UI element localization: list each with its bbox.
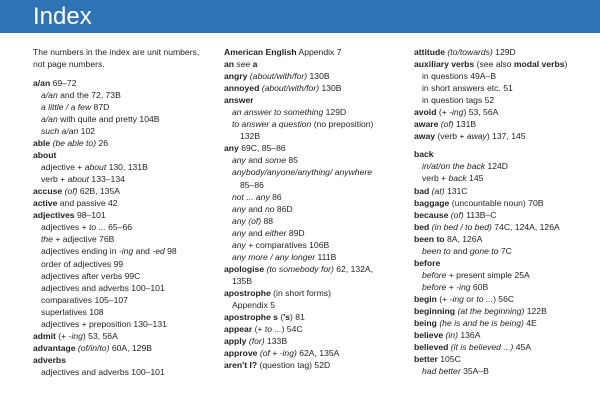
index-entry [224,82,404,94]
index-subentry [224,106,404,118]
entry-text: + [446,281,457,292]
entry-text: adjectives + preposition 130–131 [41,318,167,329]
index-subentry [414,365,594,377]
index-entry [414,329,594,341]
entry-text: 105C [437,354,461,365]
index-list [224,46,404,371]
index-subentry [224,251,404,263]
entry-text: 129D [323,107,347,118]
entry-text: (question tag) 52D [257,360,331,371]
entry-headword: a/an [33,77,51,88]
entry-text: 8A, 126A [444,233,483,244]
entry-headword: better [414,354,438,365]
index-entry [414,106,594,118]
entry-headword: aware [414,119,439,130]
index-entry [224,94,404,106]
entry-headword: approve [224,348,258,359]
entry-text: 145 [466,173,484,184]
entry-text: (about/with/for) [249,71,308,82]
entry-text: gone to [469,245,499,256]
entry-text: 60A, 129B [109,342,152,353]
index-list [33,77,208,378]
entry-text: in questions 49A–B [422,71,497,82]
entry-text: (in bed / to bed) [431,221,492,232]
entry-text: (he is and he is being) [439,318,524,329]
entry-text: order of adjectives 99 [41,258,124,269]
entry-text: 135B [232,275,253,286]
index-entry [414,353,594,365]
entry-text: comparatives 105–107 [41,294,128,305]
entry-headword: bad [414,185,430,196]
index-subentry [33,294,208,306]
entry-text: the [41,234,53,245]
entry-headword: active [33,198,58,209]
entry-text: 133–134 [89,174,125,185]
index-entry [224,311,404,323]
index-subentry [414,281,594,293]
entry-text: 74C, 124A, 126A [491,221,560,232]
entry-headword: avoid [414,107,437,118]
index-column-3 [414,46,594,377]
index-subentry [224,203,404,215]
index-subentry [224,275,404,287]
entry-text: 4E [523,318,537,329]
entry-text: + adjective 76B [52,234,115,245]
entry-text: 69–72 [50,77,77,88]
entry-text: Appendix 7 [296,47,342,57]
index-column-2 [224,46,404,371]
index-subentry [414,70,594,82]
entry-headword: apostrophe [224,287,271,298]
entry-headword: admit [33,330,56,341]
entry-headword: modal verbs [513,59,565,70]
entry-text: 62B, 135A [77,186,120,197]
index-entry [33,197,208,209]
entry-text: 62A, 135A [296,348,340,359]
entry-text: 130B [319,83,342,94]
entry-text: to ... [89,222,106,233]
entry-text: not ... any [232,191,270,202]
index-entry [414,148,594,160]
index-subentry [414,160,594,172]
entry-text: (+ [252,324,265,335]
entry-text: any more / any longer [232,251,316,262]
entry-text: with quite and pretty 104B [57,113,160,124]
entry-headword: answer [224,95,254,106]
entry-text: any [232,203,246,214]
entry-headword: annoyed [224,83,260,94]
entry-headword: away [414,131,436,142]
entry-text: had better [422,366,461,377]
index-subentry [224,118,404,130]
index-entry [33,77,208,89]
entry-text: adjectives after verbs 99C [41,270,141,281]
entry-text: 131C [444,185,468,196]
entry-headword: American English [224,47,297,57]
entry-text: ) 137, 145 [486,131,526,142]
entry-text: and the 72, 73B [57,89,121,100]
entry-text: ) 53, 56A [463,107,499,118]
index-subentry [33,306,208,318]
index-subentry [224,239,404,251]
entry-text: any [232,239,246,250]
entry-text: adjective + [41,162,85,173]
entry-text: 60B [470,281,489,292]
index-subentry [33,101,208,113]
entry-text: 7C [498,245,512,256]
entry-headword: attitude [414,47,446,57]
entry-text: ) 54C [281,324,303,335]
entry-text: 98–101 [74,210,106,221]
entry-text: ) 53, 56A [82,330,118,341]
entry-text: in question tags 52 [422,95,495,106]
entry-text: (verb + [435,131,467,142]
entry-text: before [422,269,447,280]
entry-text: back [448,173,467,184]
index-entry [224,347,404,359]
entry-headword: been to [414,233,445,244]
entry-text: 130, 131B [106,162,148,173]
index-subentry [414,82,594,94]
entry-text: (+ [436,293,450,304]
entry-text: adjectives and adverbs 100–101 [41,282,165,293]
entry-text: an answer to something [232,107,324,118]
entry-text: 122B [524,305,547,316]
entry-text: and [245,227,265,238]
entry-text: 69C, 85–86 [238,143,286,154]
index-entry [33,137,208,149]
index-entry [224,142,404,154]
entry-text: 87D [91,101,110,112]
entry-text: 113B–C [463,209,497,220]
entry-text: away [466,131,487,142]
entry-text: adjectives + [41,222,90,233]
index-entry [414,209,594,221]
entry-text: 111B [315,251,337,262]
index-subentry [414,245,594,257]
entry-text: 85 [286,155,298,166]
index-subentry [33,318,208,330]
entry-text: + present simple 25A [446,269,530,280]
entry-text: and passive 42 [57,198,118,209]
entry-text: verb + [41,174,68,185]
entry-text: (at the beginning) [457,305,525,316]
index-entry [414,341,594,353]
index-entry [414,46,594,58]
entry-text: (it is believed ...) [450,342,514,353]
index-subentry [33,113,208,125]
entry-text: any [232,227,246,238]
entry-headword: back [414,149,434,160]
entry-headword: begin [414,293,437,304]
index-subentry [414,172,594,184]
entry-text: (of) [440,119,454,130]
index-entry [33,342,208,354]
index-subentry [33,221,208,233]
index-subentry [33,125,208,137]
entry-text: 88 [261,215,274,226]
entry-text: 26 [96,138,109,149]
index-subentry [224,154,404,166]
entry-text: and [245,155,265,166]
entry-text: either [264,227,287,238]
entry-text: any [232,155,246,166]
index-entry [414,130,594,142]
entry-text: (of/in/to) [77,342,110,353]
index-entry [414,118,594,130]
entry-text: 131B [453,119,477,130]
entry-text: 124D [485,161,509,172]
index-subentry [33,173,208,185]
entry-text: superlatives 108 [41,306,104,317]
entry-text: a little / a few [41,101,92,112]
index-entry [414,221,594,233]
entry-text: (to/towards) [447,47,493,57]
entry-headword: because [414,209,449,220]
entry-text: (uncountable noun) 70B [449,197,544,208]
index-subentry [33,282,208,294]
index-subentry [224,166,404,178]
entry-text: to answer a question [232,119,312,130]
entry-text: (of + -ing) [259,348,297,359]
index-entry [414,257,594,269]
entry-text: -ing [449,293,464,304]
entry-text: 136A [457,330,481,341]
entry-text: 62, 132A, [333,263,374,274]
entry-headword: auxiliary verbs [414,59,475,70]
entry-headword: before [414,257,441,268]
entry-headword: appear [224,324,253,335]
entry-text: -ing [456,281,471,292]
index-entry [224,323,404,335]
index-entry [224,287,404,299]
index-entry [224,46,404,58]
index-subentry [224,191,404,203]
entry-text: anybody/anyone/anything/ anywhere [232,167,372,178]
entry-text: (of) [450,209,464,220]
entry-text: and [133,246,153,257]
entry-text: and [450,245,470,256]
entry-text: 86D [274,203,293,214]
entry-text: (+ [55,330,69,341]
entry-text: 133B [264,336,288,347]
entry-headword: able [33,138,51,149]
entry-headword: aren't I? [224,360,258,371]
entry-text: (in short forms) [270,287,331,298]
entry-text: 130B [307,71,330,82]
entry-headword: angry [224,71,248,82]
entry-text: -ing [449,107,464,118]
entry-text: 45A [513,342,532,353]
entry-headword: about [33,150,57,161]
index-subentry [224,215,404,227]
entry-text: see [236,59,251,70]
entry-headword: a [252,59,258,70]
index-subentry [224,179,404,191]
entry-text: adjectives ending in [41,246,119,257]
entry-text: some [264,155,286,166]
index-entry [224,359,404,371]
entry-text: -ed [152,246,165,257]
entry-headword: beginning [414,305,456,316]
entry-headword: baggage [414,197,450,208]
index-header-bar [0,0,600,33]
entry-text: adjectives and adverbs 100–101 [41,366,165,377]
index-entry [414,233,594,245]
entry-text: (about/with/for) [261,83,320,94]
entry-text: 98 [164,246,177,257]
entry-text: or [463,293,477,304]
entry-text: 65–66 [105,222,133,233]
entry-text: and [245,203,265,214]
index-list [414,46,594,377]
entry-text: -ing [118,246,134,257]
index-subentry [33,89,208,101]
entry-text: (be able to) [52,138,97,149]
index-subentry [33,245,208,257]
entry-text: ) [564,59,568,70]
index-subentry [224,227,404,239]
entry-text: ) 56C [493,293,515,304]
index-entry [33,209,208,221]
entry-text: 85–86 [240,179,264,190]
entry-text: to ... [264,324,282,335]
entry-headword: believed [414,342,449,353]
entry-text: (see also [474,59,514,70]
index-subentry [414,94,594,106]
entry-text: (in) [445,330,458,341]
index-subentry [224,130,404,142]
entry-text: (+ [436,107,450,118]
index-entry [224,70,404,82]
index-entry [33,330,208,342]
entry-headword: being [414,318,437,329]
entry-text: such a/an [41,126,79,136]
index-entry [414,197,594,209]
entry-text: to ... [476,293,494,304]
index-subentry [33,258,208,270]
index-subentry [414,269,594,281]
index-subentry [33,233,208,245]
index-entry [414,58,594,70]
entry-headword: adjectives [33,210,75,221]
entry-text: a/an [41,89,58,100]
entry-text: (at) [431,185,445,196]
entry-text: (to somebody for) [266,263,334,274]
entry-text: Appendix 5 [232,299,276,310]
index-subentry [33,161,208,173]
entry-text: in/at/on the back [422,161,486,172]
page-title: Index [33,3,92,30]
entry-text: any (of) [232,215,262,226]
entry-headword: apologise [224,263,265,274]
entry-text: (no preposition) [311,119,374,130]
entry-headword: apply [224,336,247,347]
entry-text: no [264,203,275,214]
entry-text: (for) [248,336,265,347]
entry-text: been to [422,245,451,256]
entry-text: about [84,162,107,173]
index-entry [224,263,404,275]
entry-text: -ing [68,330,83,341]
index-column-1 [33,46,208,378]
entry-headword: apostrophe s [224,312,278,323]
index-entry [414,305,594,317]
index-entry [224,58,404,70]
index-entry [224,335,404,347]
entry-text: verb + [422,173,449,184]
entry-text: in short answers etc. 51 [422,83,513,94]
index-subentry [33,270,208,282]
entry-text: 89D [286,227,305,238]
entry-text: 129D [492,47,516,57]
entry-headword: 's [283,312,291,323]
entry-text: before [422,281,447,292]
entry-text: + comparatives 106B [245,239,330,250]
entry-headword: believe [414,330,444,341]
entry-text: (of) [64,186,78,197]
entry-text: ) 81 [290,312,305,323]
index-entry [414,317,594,329]
entry-headword: bed [414,221,430,232]
entry-headword: adverbs [33,354,66,365]
index-entry [33,149,208,161]
entry-text: ( [277,312,284,323]
entry-headword: an [224,59,235,70]
entry-headword: advantage [33,342,76,353]
entry-headword: accuse [33,186,63,197]
index-subentry [33,366,208,378]
entry-text: a/an [41,113,58,124]
index-entry [33,185,208,197]
index-entry [414,185,594,197]
index-subentry [224,299,404,311]
entry-text: 35A–B [460,366,489,377]
entry-text: 102 [78,126,96,136]
intro-note: The numbers in the index are unit numbers, not page numbers. [33,47,200,70]
index-entry [414,293,594,305]
index-entry [33,354,208,366]
entry-text: 86 [269,191,282,202]
entry-headword: any [224,143,239,154]
entry-text: 132B [240,131,261,142]
entry-text: about [67,174,90,185]
